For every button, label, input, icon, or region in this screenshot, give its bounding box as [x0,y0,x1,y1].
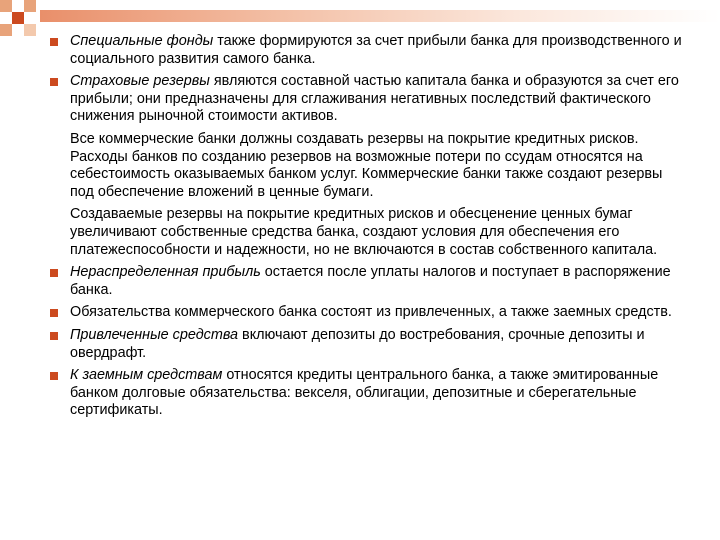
block-text [70,206,688,259]
bullet-square-icon [50,332,58,340]
decor-square [0,0,12,12]
block-text [70,131,688,201]
block-text [70,73,688,126]
bullet-square-icon [50,78,58,86]
block-text [70,327,688,362]
block-text [70,304,688,322]
decor-gradient-bar [40,10,720,22]
block-body-text: являются составной частью капитала банка и образуются за счет его прибыли; они предназначены для сглаживания негативных последствий фактического снижения рыночной стоимости активов. [70,73,679,125]
paragraph [48,131,688,201]
header-decoration [0,0,720,36]
bullet-square-icon [50,309,58,317]
term-italic: Привлеченные средства [70,326,239,343]
block-body-text: остается после уплаты налогов и поступает в распоряжение банка. [70,264,671,298]
bullet-item [48,33,688,68]
paragraph [48,206,688,259]
bullet-square-icon [50,38,58,46]
term-italic: Нераспределенная прибыль [70,264,261,281]
block-text [70,264,688,299]
bullet-item [48,264,688,299]
block-text [70,33,688,68]
slide-body [48,33,688,425]
decor-square [12,12,24,24]
bullet-item [48,327,688,362]
bullet-item [48,367,688,420]
block-body-text: также формируются за счет прибыли банка для производственного и социального развития самого банка. [70,33,682,67]
decor-square [24,24,36,36]
bullet-item [48,304,688,322]
term-italic: Специальные фонды [70,33,214,49]
bullet-square-icon [50,269,58,277]
term-italic: К заемным средствам [70,367,223,384]
decor-square [0,24,12,36]
block-body-text: включают депозиты до востребования, срочные депозиты и овердрафт. [70,326,645,361]
block-body-text: Создаваемые резервы на покрытие кредитных рисков и обесценение ценных бумаг увеличивают собственные средства банка, создают условия для обеспечения его платежеспособности и надежности, но не включаются в состав собственного капитала. [70,206,658,258]
block-text [70,367,688,420]
term-italic: Страховые резервы [70,73,210,90]
block-body-text: Все коммерческие банки должны создавать резервы на покрытие кредитных рисков. Расходы банков по созданию резервов на возможные потери по ссудам относятся на себестоимость оказываемых банком услуг. Коммерческие банки также создают резервы под обеспечение вложений в ценные бумаги. [70,130,663,200]
decor-square [24,0,36,12]
bullet-square-icon [50,372,58,380]
block-body-text: относятся кредиты центрального банка, а также эмитированные банком долговые обязательства: векселя, облигации, депозитные и сберегательные сертификаты. [70,367,659,419]
bullet-item [48,73,688,126]
block-body-text: Обязательства коммерческого банка состоят из привлеченных, а также заемных средств. [70,304,672,321]
